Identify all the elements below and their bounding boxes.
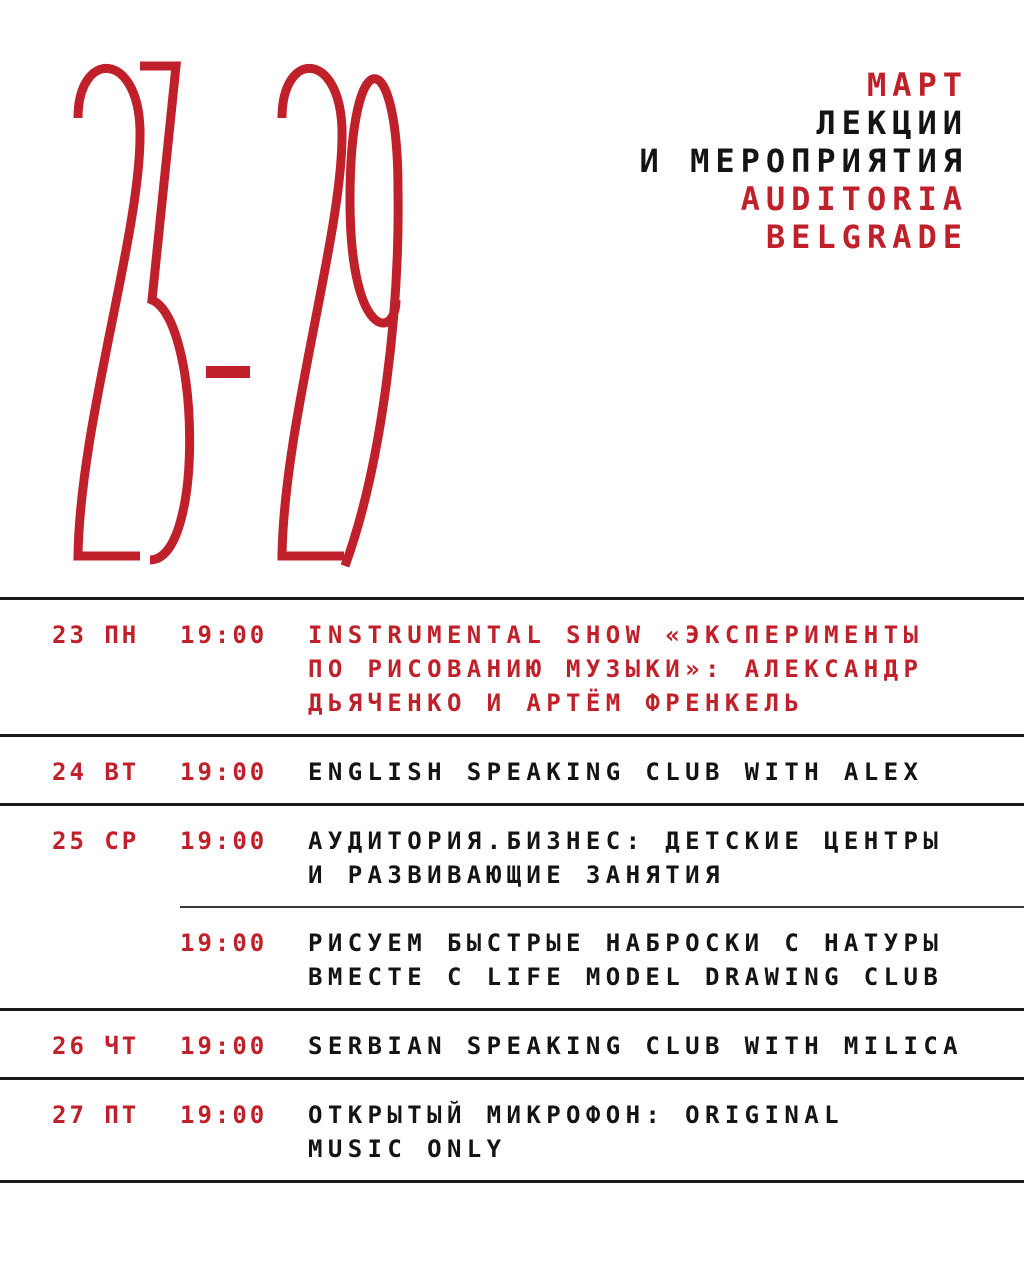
header-line-events: И МЕРОПРИЯТИЯ <box>639 142 968 180</box>
digit-three-left <box>140 66 190 560</box>
header-line-month: МАРТ <box>866 66 968 104</box>
event-title-line: АУДИТОРИЯ.БИЗНЕС: ДЕТСКИЕ ЦЕНТРЫ <box>308 827 944 855</box>
schedule-day <box>0 806 1024 1008</box>
day-label: 26 ЧТ <box>52 1032 140 1060</box>
event-title-line: ДЬЯЧЕНКО И АРТЁМ ФРЕНКЕЛЬ <box>308 689 805 717</box>
event-time: 19:00 <box>180 1101 268 1129</box>
schedule-divider <box>0 1180 1024 1183</box>
event-time: 19:00 <box>180 929 268 957</box>
event-title-line: ОТКРЫТЫЙ МИКРОФОН: ORIGINAL <box>308 1101 844 1129</box>
header-line-org: AUDITORIA <box>740 180 968 218</box>
event-title-line: РИСУЕМ БЫСТРЫЕ НАБРОСКИ С НАТУРЫ <box>308 929 944 957</box>
event-time: 19:00 <box>180 621 268 649</box>
schedule-day <box>0 1080 1024 1180</box>
date-range-display <box>0 0 430 590</box>
event-title-line: ВМЕСТЕ С LIFE MODEL DRAWING CLUB <box>308 963 944 991</box>
event-title-line: И РАЗВИВАЮЩИЕ ЗАНЯТИЯ <box>308 861 725 889</box>
event-title-line: ПО РИСОВАНИЮ МУЗЫКИ»: АЛЕКСАНДР <box>308 655 924 683</box>
schedule-event <box>0 1011 1024 1077</box>
header-title-block <box>640 66 968 256</box>
schedule-list <box>0 597 1024 1183</box>
schedule-event <box>0 908 1024 1008</box>
event-title <box>308 926 1008 994</box>
digit-nine-right <box>345 79 398 566</box>
date-range-graphic <box>0 0 430 590</box>
event-title <box>308 755 1008 789</box>
event-title <box>308 1029 1008 1063</box>
schedule-day <box>0 737 1024 803</box>
event-title-line: SERBIAN SPEAKING CLUB WITH MILICA <box>308 1032 964 1060</box>
schedule-event <box>0 1080 1024 1180</box>
event-time: 19:00 <box>180 1032 268 1060</box>
header-line-city: BELGRADE <box>765 218 968 256</box>
schedule-day <box>0 600 1024 734</box>
schedule-day <box>0 1011 1024 1077</box>
day-label: 23 ПН <box>52 621 140 649</box>
day-label: 25 СР <box>52 827 140 855</box>
event-title-line: ENGLISH SPEAKING CLUB WITH ALEX <box>308 758 924 786</box>
event-time: 19:00 <box>180 827 268 855</box>
event-time: 19:00 <box>180 758 268 786</box>
schedule-event <box>0 737 1024 803</box>
event-title-line: INSTRUMENTAL SHOW «ЭКСПЕРИМЕНТЫ <box>308 621 924 649</box>
schedule-event <box>0 600 1024 734</box>
header-line-lectures: ЛЕКЦИИ <box>816 104 968 142</box>
event-title <box>308 824 1008 892</box>
day-label: 24 ВТ <box>52 758 140 786</box>
event-title <box>308 618 1008 720</box>
event-title <box>308 1098 1008 1166</box>
schedule-event <box>0 806 1024 906</box>
digit-two-left <box>78 68 140 556</box>
day-label: 27 ПТ <box>52 1101 140 1129</box>
event-title-line: MUSIC ONLY <box>308 1135 507 1163</box>
digit-two-right <box>282 68 344 556</box>
